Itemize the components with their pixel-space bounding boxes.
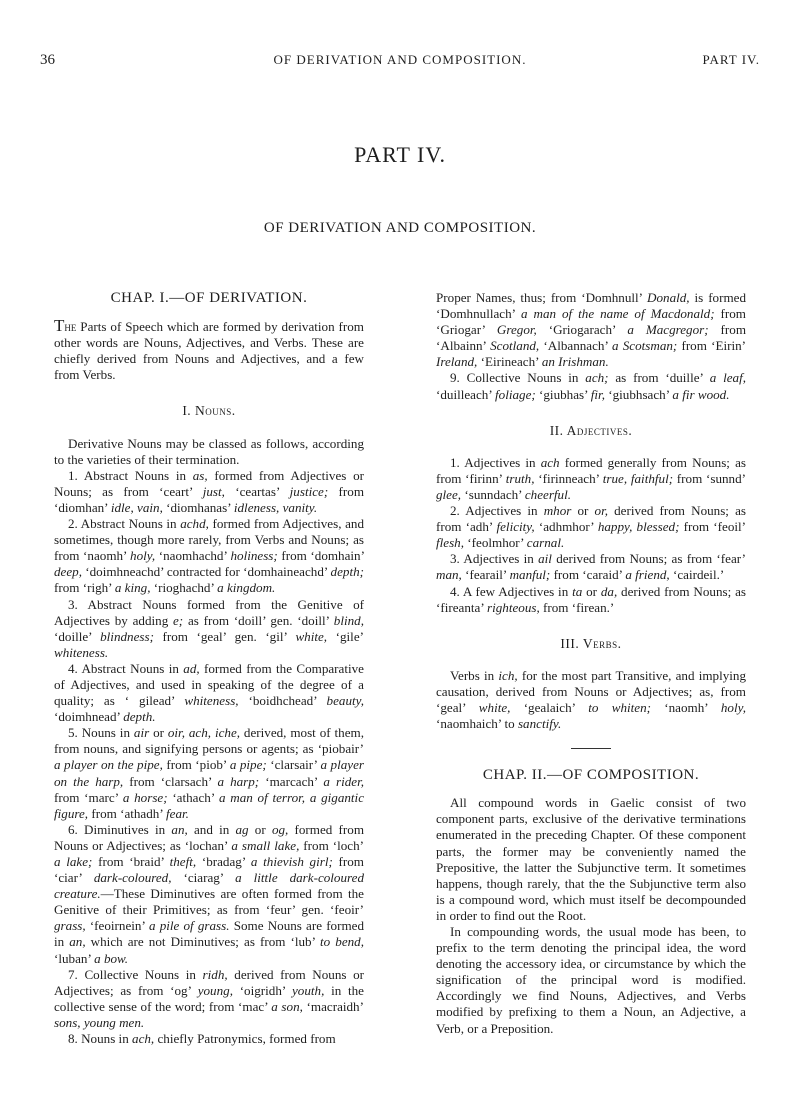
paragraph-a4: 4. A few Adjectives in ta or da, derived from Nouns; as ‘fireanta’ righteous, from ‘firean.’ bbox=[436, 583, 746, 615]
chapter-heading-composition: CHAP. II.—OF COMPOSITION. bbox=[482, 767, 700, 784]
paragraph-n8: 8. Nouns in ach, chiefly Patronymics, formed from bbox=[68, 1031, 336, 1047]
initial-word-rest: he bbox=[64, 319, 77, 335]
paragraph-n7: 7. Collective Nouns in ridh, derived from Nouns or Adjectives; as from ‘og’ young, ‘oigridh’ youth, in the collective sense of the word; from ‘mac’ a son, ‘macraidh’ sons, young men. bbox=[54, 966, 364, 1030]
section-divider bbox=[571, 748, 611, 749]
part-title: PART IV. bbox=[354, 142, 446, 167]
right-column bbox=[436, 290, 746, 1037]
part-subtitle: OF DERIVATION AND COMPOSITION. bbox=[263, 220, 537, 236]
running-part: PART IV. bbox=[702, 52, 760, 67]
running-title: OF DERIVATION AND COMPOSITION. bbox=[273, 52, 527, 67]
paragraph-n5: 5. Nouns in air or oir, ach, iche, derived, most of them, from nouns, and signifying persons or agents; as ‘piobair’ a player on the pipe, from ‘piob’ a pipe; ‘clarsair’ a player on the harp, from ‘clarsach’ a harp; ‘marcach’ a rider, from ‘marc’ a horse; ‘athach’ a man of terror, a gigantic figure, from ‘athadh’ fear. bbox=[54, 725, 365, 821]
initial-letter: T bbox=[54, 316, 65, 336]
paragraph-a3: 3. Adjectives in ail derived from Nouns; as from ‘fear’ man, ‘fearail’ manful; from ‘caraid’ a friend, ‘cairdeil.’ bbox=[436, 551, 746, 583]
paragraph-n1: 1. Abstract Nouns in as, formed from Adjectives or Nouns; as from ‘ceart’ just, ‘ceartas’ justice; from ‘diomhan’ idle, vain, ‘diomhanas’ idleness, vanity. bbox=[54, 467, 365, 515]
paragraph-n4: 4. Abstract Nouns in ad, formed from the Comparative of Adjectives, and used in speaking of the degree of a quality; as ‘ gilead’ whiteness, ‘boidhchead’ beauty, ‘doimhnead’ depth. bbox=[54, 660, 364, 725]
section-heading-nouns: I. Nouns. bbox=[182, 403, 236, 419]
paragraph-n9: 9. Collective Nouns in ach; as from ‘duille’ a leaf, ‘duilleach’ foliage; ‘giubhas’ fir, ‘giubhsach’ a fir wood. bbox=[436, 370, 747, 402]
paragraph-n2: 2. Abstract Nouns in achd, formed from Adjectives, and sometimes, though more rarely, from Verbs and Nouns; as from ‘naomh’ holy, ‘naomhachd’ holiness; from ‘domhain’ deep, ‘doimhneachd’ contracted for ‘domhaineachd’ depth; from ‘righ’ a king, ‘rioghachd’ a kingdom. bbox=[54, 516, 364, 596]
section-heading-adjectives: II. Adjectives. bbox=[549, 422, 633, 438]
paragraph-n8-continued: Proper Names, thus; from ‘Domhnull’ Donald, is formed ‘Domhnullach’ a man of the name of Macdonald; from ‘Griogar’ Gregor, ‘Griogarach’ a Macgregor; from ‘Albainn’ Scotland, ‘Albannach’ a Scotsman; from ‘Eirin’ Ireland, ‘Eirineach’ an Irishman. bbox=[436, 290, 747, 370]
intro-text: Parts of Speech which are formed by derivation from other words are Nouns, Adjectives, and Verbs. These are chiefly derived from Nouns and Adjectives, and a few from Verbs. bbox=[54, 319, 364, 383]
page-number: 36 bbox=[40, 52, 55, 68]
intro-paragraph bbox=[54, 318, 364, 383]
running-head bbox=[40, 52, 760, 74]
paragraph-n6: 6. Diminutives in an, and in ag or og, formed from Nouns or Adjectives; as ‘lochan’ a small lake, from ‘loch’ a lake; from ‘braid’ theft, ‘bradag’ a thievish girl; from ‘ciar’ dark-coloured, ‘ciarag’ a little dark-coloured creature.—These Diminutives are often formed from the Genitive of their Primitives; as from ‘feur’ gen. ‘feoir’ grass, ‘feoirnein’ a pile of grass. Some Nouns are formed in an, which are not Diminutives; as from ‘lub’ to bend, ‘luban’ a bow. bbox=[54, 821, 365, 966]
paragraph-v1: Verbs in ich, for the most part Transitive, and implying causation, derived from Nouns or Adjectives; as, from ‘geal’ white, ‘gealaich’ to whiten; ‘naomh’ holy, ‘naomhaich’ to sanctify. bbox=[436, 667, 746, 732]
paragraph-n3: 3. Abstract Nouns formed from the Genitive of Adjectives by adding e; as from ‘doill’ gen. ‘doill’ blind, ‘doille’ blindness; from ‘geal’ gen. ‘gil’ white, ‘gile’ whiteness. bbox=[54, 596, 364, 660]
paragraph-c2: In compounding words, the usual mode has been, to prefix to the term denoting the principal idea, the word denoting the accessory idea, or circumstance by which the signification of the principal word is modified. Accordingly we find Nouns, Adjectives, and Verbs modified by prefixing to them a Noun, an Adjective, a Verb, or a Preposition. bbox=[436, 924, 746, 1036]
left-column bbox=[54, 290, 364, 1047]
chapter-heading: CHAP. I.—OF DERIVATION. bbox=[110, 290, 308, 306]
paragraph-a2: 2. Adjectives in mhor or or, derived from Nouns; as from ‘adh’ felicity, ‘adhmhor’ happy, blessed; from ‘feoil’ flesh, ‘feolmhor’ carnal. bbox=[436, 503, 747, 551]
paragraph-c1: All compound words in Gaelic consist of two component parts, exclusive of the derivative terminations enumerated in the preceding Chapter. Of these component parts, the former may be conveniently named the Prepositive, the latter the Subjunctive term. It sometimes happens, though rarely, that the the Subjunctive term also is a compound word, which must itself be decompounded in order to find out the Root. bbox=[436, 795, 746, 923]
paragraph-a1: 1. Adjectives in ach formed generally from Nouns; as from ‘firinn’ truth, ‘firinneach’ true, faithful; from ‘sunnd’ glee, ‘sunndach’ cheerful. bbox=[436, 454, 746, 502]
paragraph: Derivative Nouns may be classed as follows, according to the varieties of their termination. bbox=[54, 435, 364, 467]
section-heading-verbs: III. Verbs. bbox=[560, 635, 622, 651]
